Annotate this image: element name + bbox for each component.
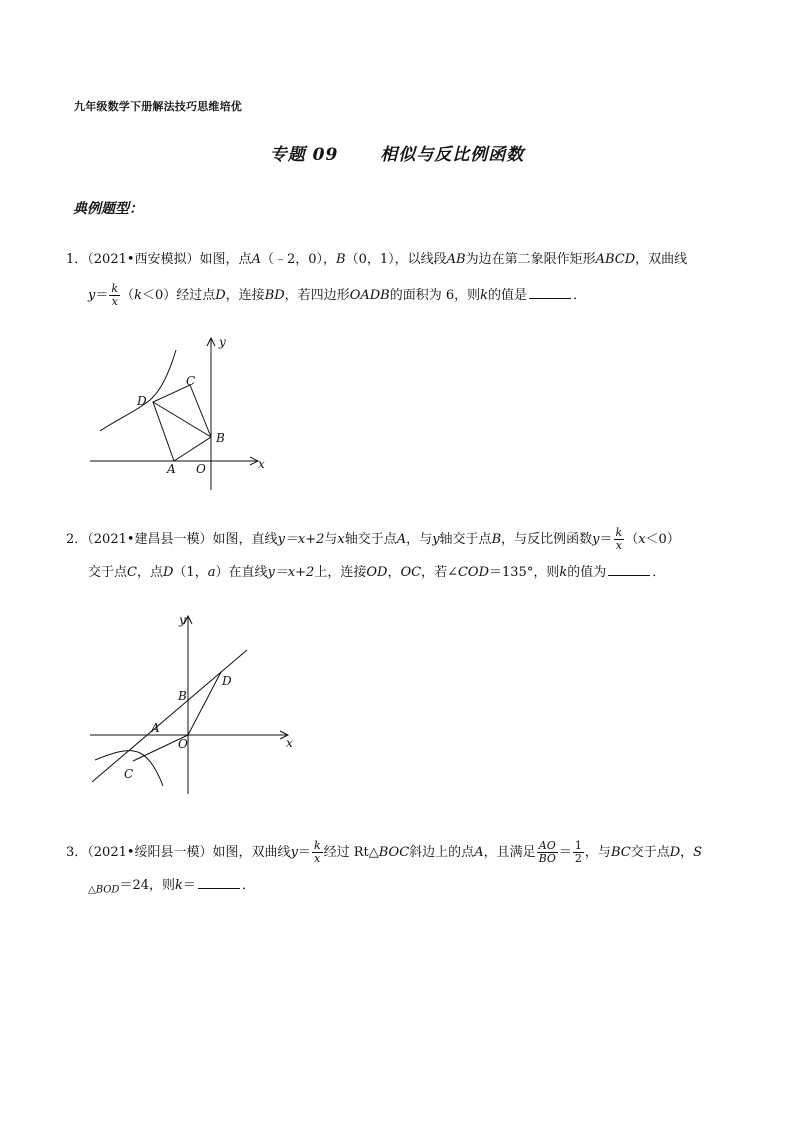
answer-blank <box>608 563 650 576</box>
fig2-label-b: B <box>178 689 187 703</box>
fig1-label-d: D <box>137 394 147 408</box>
q3-line1: 3．（2021•绥阳县一模）如图，双曲线y＝ $\frac{k}{x}$ 经过 Rt△BOC斜边上的点A，且满足 $\frac{AO}{BO}$ ＝ $\frac{1}{2}$ ，与BC交于点D，S <box>66 839 703 865</box>
q1-line1: 1．（2021•西安模拟）如图，点A（﹣2，0），B（0，1），以线段AB为边在第二象限作矩形ABCD，双曲线 <box>66 252 688 267</box>
page-title <box>0 140 794 165</box>
fig2-label-a: A <box>151 721 160 735</box>
topic-name: 相似与反比例函数 <box>380 145 525 165</box>
fig2-label-c: C <box>124 767 134 781</box>
fig1-segment-bd <box>153 402 211 437</box>
fraction-k-over-x: $\frac{k}{x}$ <box>313 839 321 865</box>
fig2-label-y: y <box>179 613 186 627</box>
q2-line1: 2．（2021•建昌县一模）如图，直线y＝x+2与x轴交于点A，与y轴交于点B，与反比例函数y＝ $\frac{k}{x}$ （x＜0） <box>66 526 680 552</box>
figure-2 <box>85 608 305 808</box>
answer-blank <box>529 286 571 299</box>
fig1-label-y: y <box>219 335 226 349</box>
section-heading: 典例题型： <box>73 201 143 217</box>
fig2-label-x: x <box>286 736 293 750</box>
fig1-label-a: A <box>167 462 176 476</box>
fig1-hyperbola <box>100 350 176 431</box>
topic-number: 专题 09 <box>269 145 339 165</box>
fig1-label-x: x <box>258 457 265 471</box>
q1-line2: y＝ $\frac{k}{x}$ （k＜0）经过点D，连接BD，若四边形OADB的面积为 6，则k的值是 ． <box>88 282 587 308</box>
fraction-k-over-x: $\frac{k}{x}$ <box>615 526 623 552</box>
fig1-rectangle-abcd <box>153 385 211 461</box>
figure-1 <box>80 330 280 495</box>
q2-line2: 交于点C，点D（1，a）在直线y＝x+2上，连接OD，OC，若∠COD＝135°，则k的值为 ． <box>88 565 666 580</box>
fig2-line-y-eq-x-plus-2 <box>92 650 247 782</box>
fig2-segment-od <box>188 672 221 735</box>
q3-line2: $_{\triangle BOD}$＝24，则k＝ ． <box>88 878 255 896</box>
fraction-one-half: $\frac{1}{2}$ <box>574 839 582 865</box>
fig2-label-d: D <box>222 674 232 688</box>
fig1-label-c: C <box>186 374 196 388</box>
fig2-label-o: O <box>178 737 188 751</box>
document-header: 九年级数学下册解法技巧思维培优 <box>74 100 242 113</box>
fig1-label-o: O <box>196 462 206 476</box>
answer-blank <box>198 876 240 889</box>
fraction-ao-over-bo: $\frac{AO}{BO}$ <box>538 839 556 865</box>
fig1-label-b: B <box>216 431 225 445</box>
fraction-k-over-x: $\frac{k}{x}$ <box>111 282 119 308</box>
